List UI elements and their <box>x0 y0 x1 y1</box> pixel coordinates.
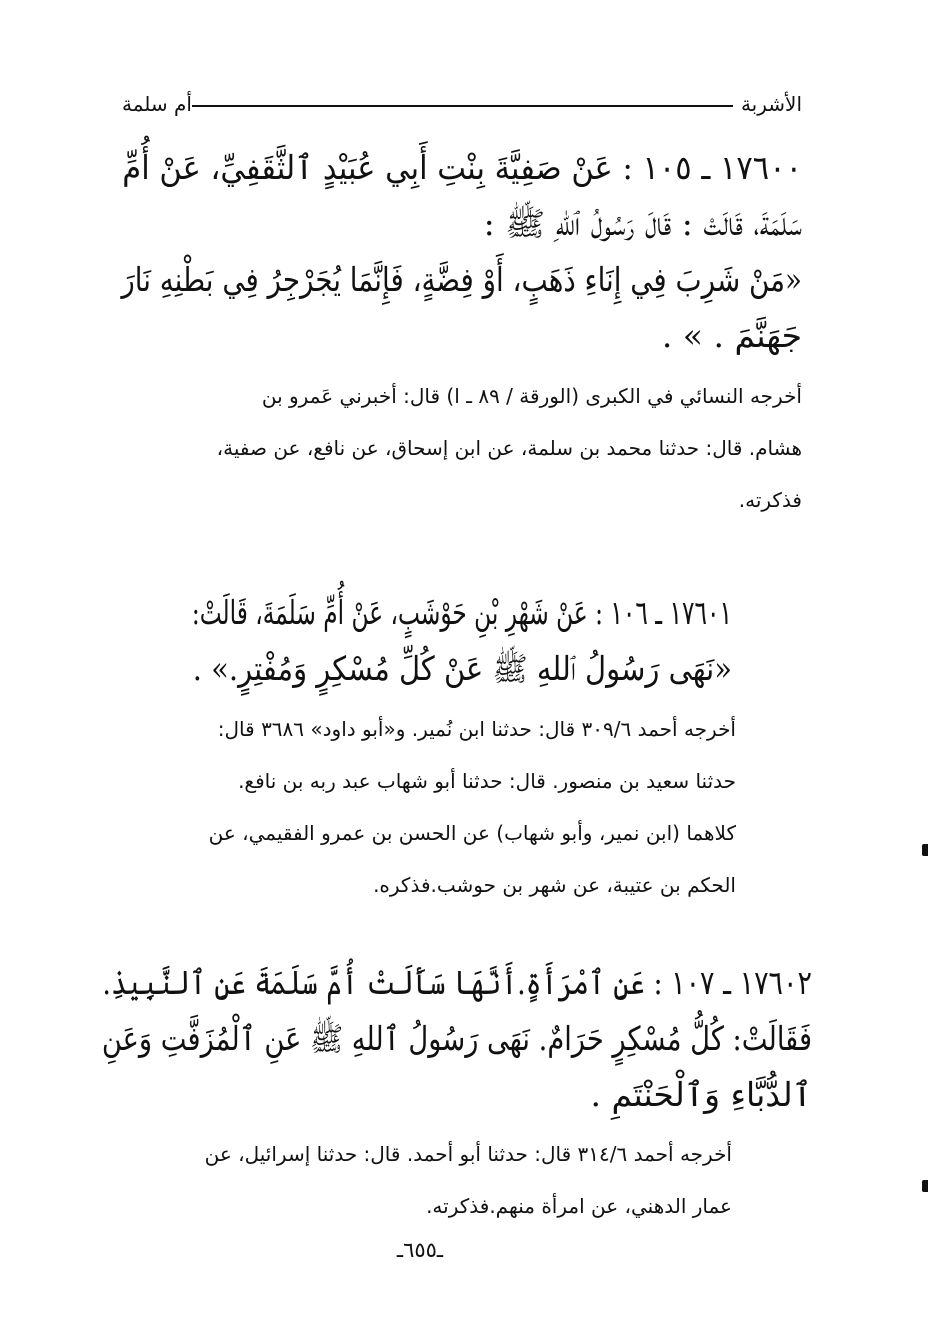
hadith-17600-text <box>122 140 802 364</box>
takhrij-line: الحكم بن عتيبة، عن شهر بن حوشب.فذكره. <box>373 873 736 897</box>
takhrij-line: عمار الدهني، عن امرأة منهم.فذكرته. <box>426 1194 732 1218</box>
header-chapter-title: الأشربة <box>740 92 802 116</box>
takhrij-line: أخرجه أحمد ٣١٤/٦ قال: حدثنا أبو أحمد. قال: حدثنا إسرائيل، عن <box>204 1142 732 1166</box>
hadith-line: جَهَنَّمَ . » . <box>661 316 802 356</box>
edge-scan-mark <box>922 1180 928 1192</box>
hadith-17600-takhrij <box>114 370 802 526</box>
header-rule <box>192 105 733 107</box>
takhrij-line: هشام. قال: حدثنا محمد بن سلمة، عن ابن إسحاق، عن نافع، عن صفية، <box>216 436 802 460</box>
hadith-17601-takhrij <box>106 703 736 911</box>
takhrij-line: فذكرته. <box>738 488 802 512</box>
takhrij-line: كلاهما (ابن نمير، وأبو شهاب) عن الحسن بن عمرو الفقيمي، عن <box>208 821 736 845</box>
page-number: ـ٦٥٥ـ <box>396 1238 444 1262</box>
hadith-17602-takhrij <box>102 1128 732 1232</box>
hadith-line: «مَنْ شَرِبَ فِي إِنَاءِ ذَهَبٍ، أَوْ فِضَّةٍ، فَإِنَّمَا يُجَرْجِرُ فِي بَطْنِهِ نَارَ <box>121 260 803 300</box>
takhrij-line: أخرجه النسائي في الكبرى (الورقة / ٨٩ ـ ا) قال: أخبرني عَمرو بن <box>261 384 802 408</box>
header-section-title: أم سلمة <box>122 92 192 116</box>
hadith-line: ١٧٦٠٢ ـ ١٠٧ : عَنِ ٱمْرَأَةٍ.أَنَّهَا سَأَلَتْ أُمَّ سَلَمَةَ عَنِ ٱلنَّبِيذِ. <box>102 963 812 1002</box>
takhrij-line: أخرجه أحمد ٣٠٩/٦ قال: حدثنا ابن نُمير. و«أبو داود» ٣٦٨٦ قال: <box>217 717 736 741</box>
edge-scan-mark <box>922 844 928 856</box>
hadith-line: ٱلدُّبَّاءِ وَٱلْحَنْتَمِ . <box>590 1075 812 1115</box>
hadith-line: ١٧٦٠٠ ـ ١٠٥ : عَنْ صَفِيَّةَ بِنْتِ أَبِي عُبَيْدٍ ٱلثَّقَفِيِّ، عَنْ أُمِّ <box>122 148 802 187</box>
hadith-17602-text <box>102 955 812 1123</box>
takhrij-line: حدثنا سعيد بن منصور. قال: حدثنا أبو شهاب عبد ربه بن نافع. <box>238 769 736 793</box>
hadith-line: ١٧٦٠١ ـ ١٠٦ : عَنْ شَهْرِ بْنِ حَوْشَبٍ، عَنْ أُمِّ سَلَمَةَ، قَالَتْ: <box>191 593 732 632</box>
hadith-line: سَلَمَةَ، قَالَتْ : قَالَ رَسُولُ ٱللهِ ﷺ : <box>483 204 802 244</box>
hadith-17601-text <box>192 585 732 697</box>
hadith-line: فَقَالَتْ: كُلُّ مُسْكِرٍ حَرَامٌ. نَهَى رَسُولُ ٱللهِ ﷺ عَنِ ٱلْمُزَفَّتِ وَعَنِ <box>101 1019 812 1059</box>
hadith-line: «نَهَى رَسُولُ ٱللهِ ﷺ عَنْ كُلِّ مُسْكِرٍ وَمُفْتِرٍ.» . <box>192 649 733 689</box>
